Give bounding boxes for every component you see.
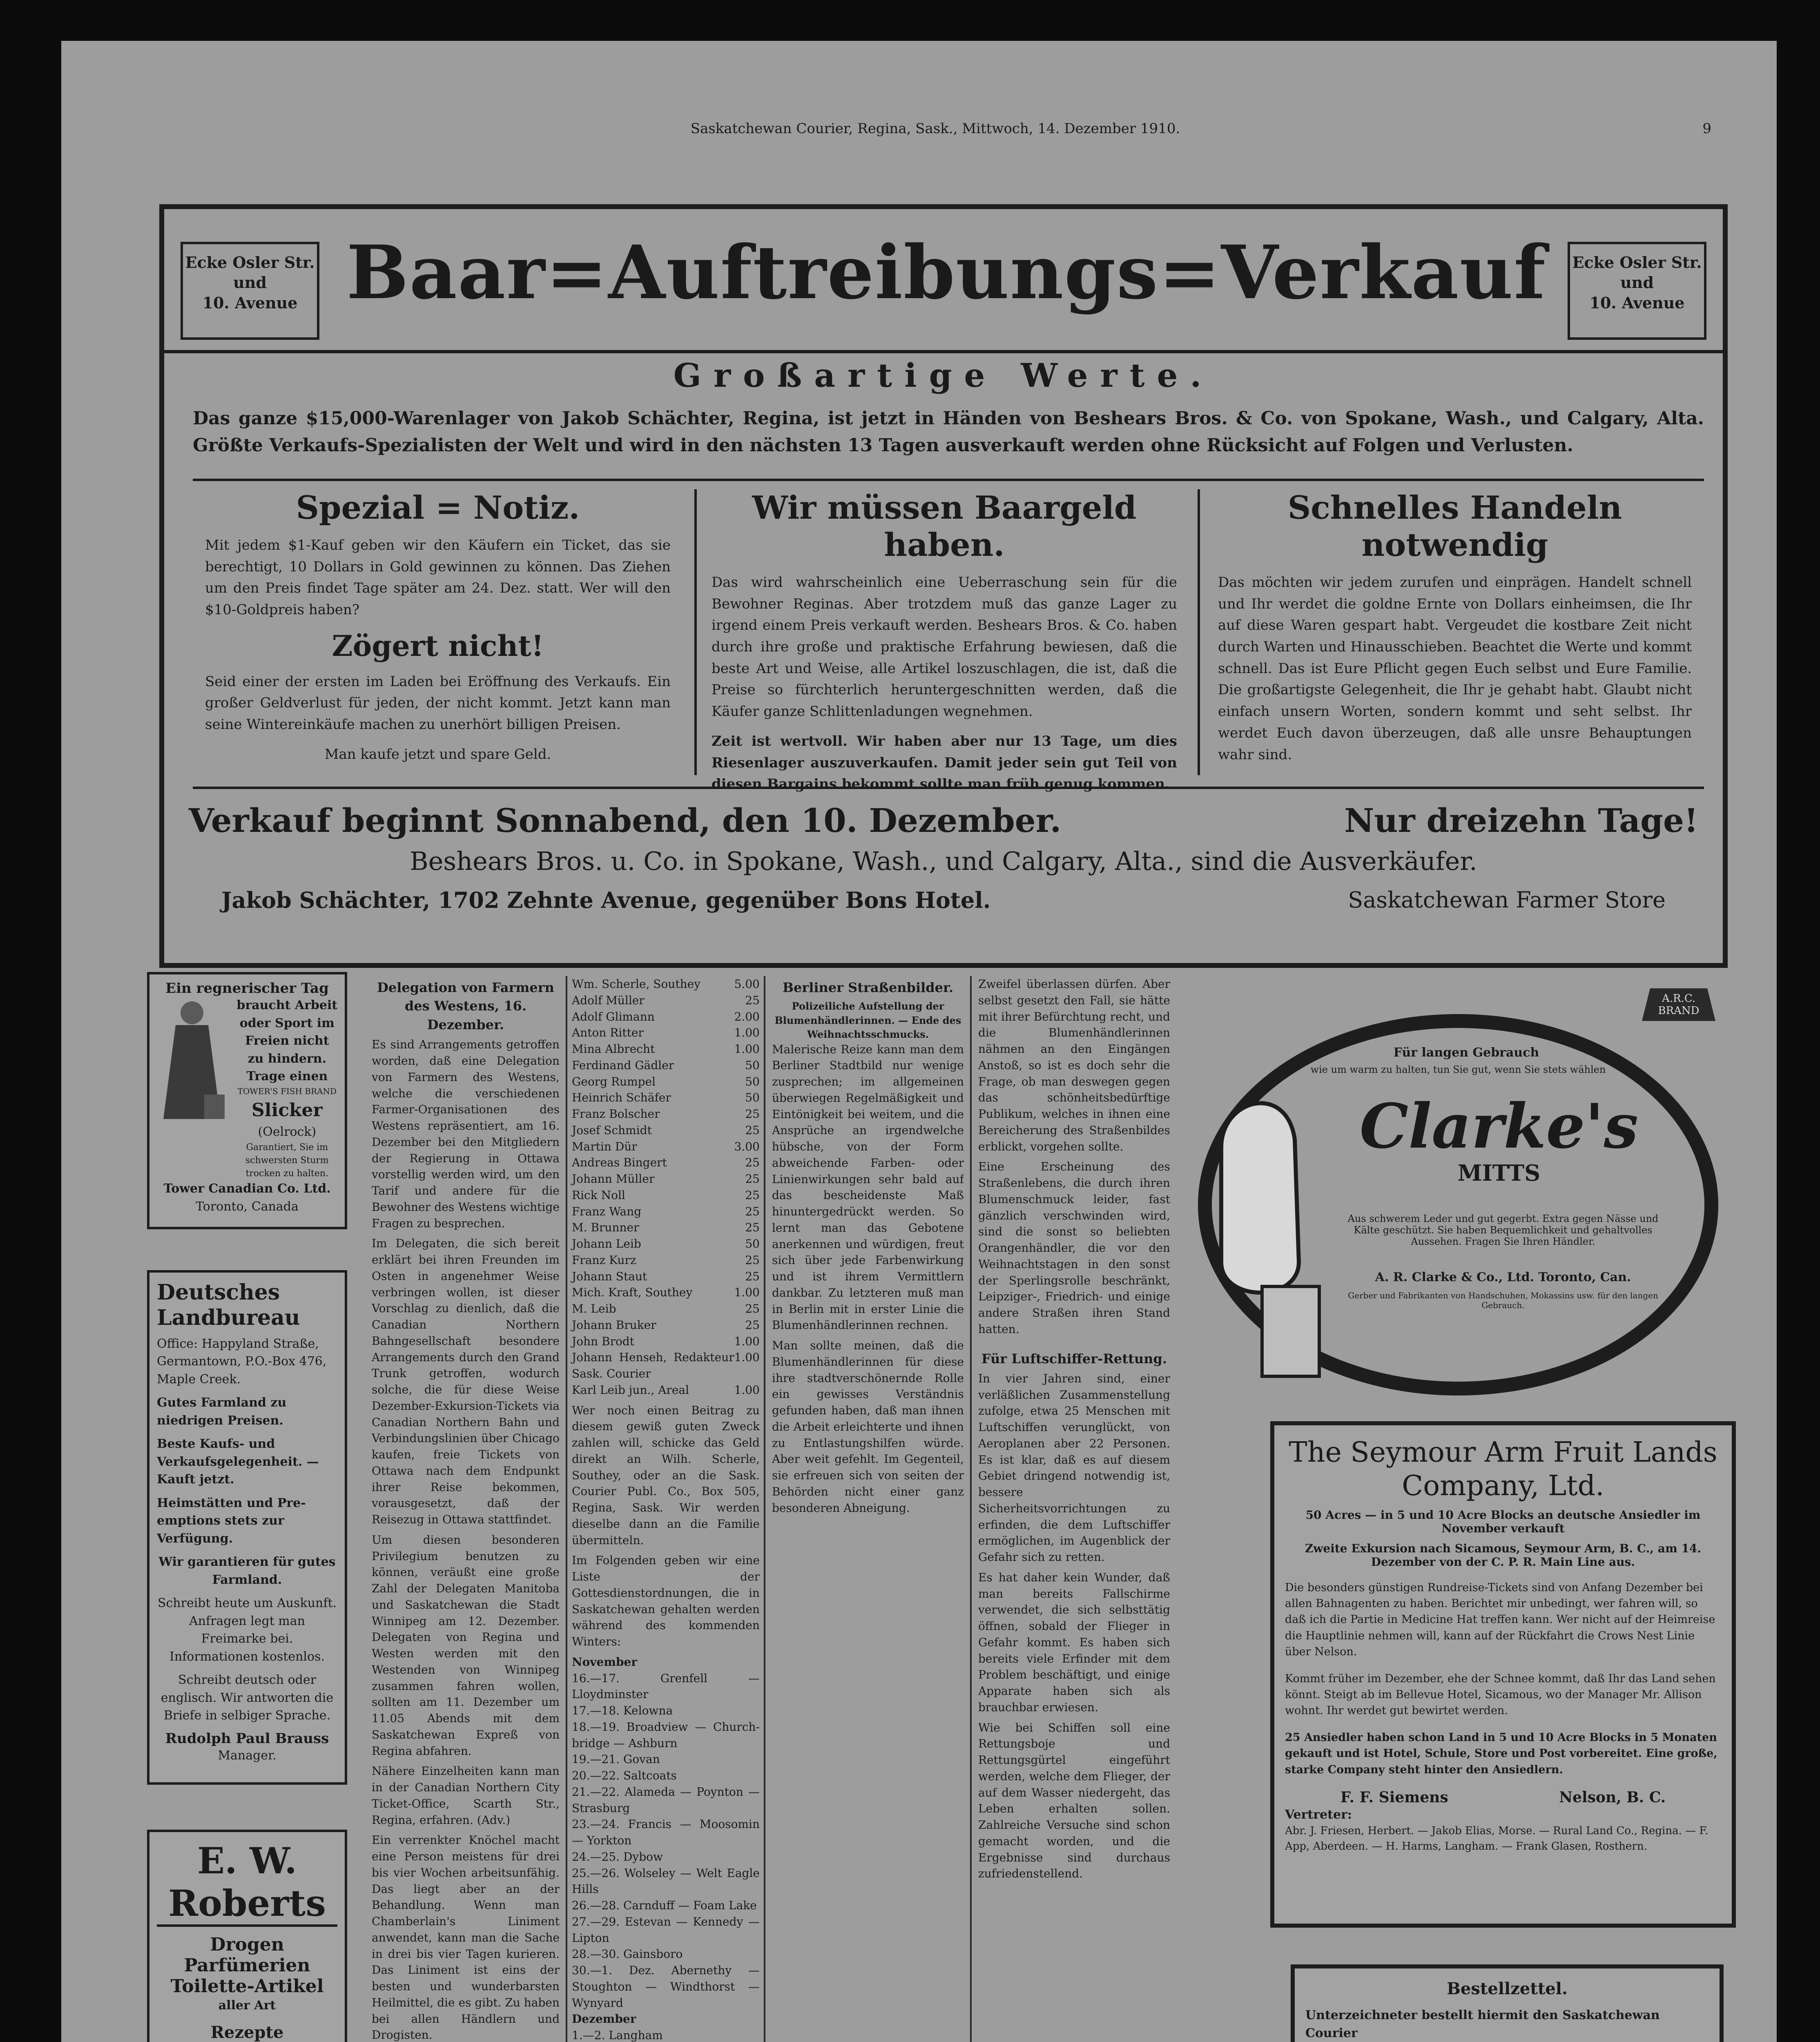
- seymour-signature-name: F. F. Siemens: [1340, 1788, 1448, 1806]
- slicker-company: Tower Canadian Co. Ltd.: [163, 1182, 331, 1196]
- donation-row: [572, 1009, 760, 1025]
- schedule-row: 25.—26. Wolseley — Welt Eagle Hills: [572, 1866, 760, 1896]
- donation-amount: 25: [745, 1253, 760, 1267]
- slicker-guarantee: Garantiert, Sie im schwersten Sturm trocken zu halten.: [245, 1142, 329, 1179]
- seymour-text: Kommt früher im Dezember, ehe der Schnee kommt, daß Ihr das Land sehen könnt. Steigt ab im Bellevue Hotel, Sicamous, wo der Manager Mr. Allison wohnt. Ihr werdet gut bewirtet werden.: [1285, 1672, 1716, 1717]
- slicker-ad: [147, 972, 347, 1229]
- mitts-text: Gerber und Fabrikanten von Handschuhen, Mokassins usw. für den langen Gebrauch.: [1348, 1291, 1658, 1310]
- dont-hesitate-heading: Zögert nicht!: [332, 629, 544, 663]
- sale-columns: [193, 479, 1704, 793]
- slicker-name: Slicker: [251, 1099, 323, 1121]
- schedule-list: [572, 2027, 760, 2042]
- mitts-text: Für langen Gebrauch: [1393, 1046, 1539, 1060]
- buy-now-line: Man kaufe jetzt und spare Geld.: [324, 746, 551, 762]
- header-line: Saskatchewan Courier, Regina, Sask., Mittwoch, 14. Dezember 1910.: [690, 120, 1180, 137]
- donation-row: [572, 1187, 760, 1204]
- donation-row: [572, 992, 760, 1009]
- berlin-text: Zweifel überlassen dürfen. Aber selbst gesetzt den Fall, sie hätte mit ihrer Befürchtung recht, und die Blumenhändlerinnen nähmen an den Eingängen Anstoß, so ist es doch sehr die Frage, ob man deswegen gegen das schönheitsbedürftige Publikum, welches in ihnen eine Bereicherung des Straßenbildes erblickt, vorgehen sollte.: [978, 977, 1170, 1153]
- donor-name: Franz Kurz: [572, 1253, 636, 1267]
- land-bureau-manager-name: Rudolph Paul Brauss: [165, 1730, 329, 1747]
- mitts-label: MITTS: [1457, 1160, 1541, 1186]
- roberts-name: Roberts: [157, 1882, 337, 1927]
- column-rule: [566, 976, 567, 2042]
- thirteen-days-line: Nur dreizehn Tage!: [1344, 801, 1698, 840]
- donation-amount: 25: [745, 1188, 760, 1202]
- need-cash-text-2: Zeit ist wertvoll. Wir haben aber nur 13 Tage, um dies Riesenlager auszuverkaufen. Damit jeder sein gut Teil von diesen Bargains bekommt sollte man früh genug kommen.: [711, 733, 1177, 793]
- donation-amount: 25: [745, 1123, 760, 1137]
- roberts-prescriptions: Rezepte: [210, 2022, 284, 2042]
- slicker-sub: (Oelrock): [258, 1125, 317, 1139]
- donation-amount: 25: [745, 1221, 760, 1235]
- donation-row: [572, 1252, 760, 1268]
- roberts-initials: E. W.: [197, 1839, 297, 1882]
- store-name: Saskatchewan Farmer Store: [1348, 887, 1666, 913]
- column-rule: [1198, 489, 1200, 775]
- donation-row: [572, 1349, 760, 1382]
- donor-name: Adolf Glimann: [572, 1010, 655, 1023]
- delegation-text: Im Delegaten, die sich bereit erklärt bei ihren Freunden im Osten in angenehmer Weise verbringen wollen, ist dieser Vorschlag zu dienlich, daß die Canadian Northern Bahngesellschaft besondere Arrangements durch den Grand Trunk getroffen, wodurch solche, die für diese Weise Dezember-Exkursion-Tickets via Canadian Northern Bahn und Verbindungslinien über Chicago kaufen, freie Tickets von Ottawa nach dem Endpunkt ihrer Reise bekommen, vorausgesetzt, daß der Reisezug in Ottawa stattfindet.: [372, 1237, 560, 1527]
- page-number: 9: [1702, 120, 1711, 137]
- schedule-row: 26.—28. Carnduff — Foam Lake: [572, 1899, 757, 1912]
- order-form: [1291, 1964, 1724, 2042]
- donation-amount: 5.00: [734, 977, 760, 991]
- sale-subtitle: Großartige Werte.: [673, 356, 1214, 395]
- slicker-heading: Ein regnerischer Tag: [165, 980, 329, 996]
- corner-line: 10. Avenue: [1589, 293, 1685, 312]
- need-cash-column: [703, 489, 1185, 793]
- schedule-row: 20.—22. Saltcoats: [572, 1769, 677, 1782]
- donation-amount: 50: [745, 1091, 760, 1105]
- schedule-row: 17.—18. Kelowna: [572, 1704, 673, 1717]
- donor-name: Anton Ritter: [572, 1026, 644, 1040]
- land-bureau-manager-role: Manager.: [218, 1748, 277, 1763]
- donation-amount: 25: [745, 1156, 760, 1170]
- slicker-text: braucht Arbeit oder Sport im Freien nicht zu hindern.: [236, 998, 338, 1066]
- donor-name: Georg Rumpel: [572, 1075, 656, 1088]
- column-rule: [970, 976, 972, 2042]
- seymour-reps-title: Vertreter:: [1285, 1807, 1352, 1822]
- mitts-company: A. R. Clarke & Co., Ltd. Toronto, Can.: [1375, 1270, 1631, 1284]
- donor-name: Johann Staut: [572, 1269, 647, 1283]
- column-rule: [764, 976, 765, 2042]
- schedule-row: 28.—30. Gainsboro: [572, 1947, 683, 1961]
- roberts-line: Toilette-Artikel: [170, 1976, 324, 1997]
- donation-row: [572, 1333, 760, 1350]
- slicker-text-2: Trage einen: [246, 1069, 328, 1083]
- donation-amount: 2.00: [734, 1010, 760, 1023]
- donor-name: Andreas Bingert: [572, 1156, 667, 1170]
- donor-name: M. Leib: [572, 1302, 616, 1315]
- donation-amount: 25: [745, 1269, 760, 1283]
- donor-name: Johann Müller: [572, 1172, 655, 1186]
- act-fast-text: Das möchten wir jedem zurufen und einprägen. Handelt schnell und Ihr werdet die goldne Ernte von Dollars einheimsen, die Ihr auf diese Waren gespart habt. Vergeudet die kostbare Zeit nicht durch Warten und Hinausschieben. Beachtet die Werte und kommt schnell. Das ist Eure Pflicht gegen Euch selbst und Eure Familie. Die großartigste Gelegenheit, die Ihr je gehabt habt. Glaubt nicht einfach unsern Worten, sondern kommt und seht selbst. Ihr werdet Euch davon überzeugen, daß alle unsre Behauptungen wahr sind.: [1218, 574, 1692, 763]
- raincoat-figure-icon: [155, 996, 233, 1131]
- donation-row: [572, 976, 760, 992]
- donation-amount: 1.00: [734, 1351, 760, 1364]
- act-fast-title: Schnelles Handeln notwendig: [1287, 489, 1622, 564]
- seymour-text: Die besonders günstigen Rundreise-Tickets sind von Anfang Dezember bei allen Bahnagenten zu haben. Berichtet mir unbedingt, wer fahren will, so daß ich die Partie in Medicine Hat treffen kann. Wer nicht auf der Heimreise die Hauptlinie nehmen will, kann auf der Rückfahrt die Crows Nest Linie über Nelson.: [1285, 1581, 1715, 1658]
- donation-amount: 25: [745, 1107, 760, 1121]
- need-cash-title: Wir müssen Baargeld haben.: [752, 489, 1137, 564]
- roberts-line: Drogen: [210, 1934, 284, 1955]
- aviator-rescue-text: Wie bei Schiffen soll eine Rettungsboje und Rettungsgürtel eingeführt werden, welche dem Flieger, der auf dem Wasser niedergeht, das Leben erhalten sollen. Zahlreiche Versuche sind schon gemacht worden, und die Ergebnisse sind durchaus zufriedenstellend.: [978, 1721, 1170, 1881]
- donation-amount: 25: [745, 1302, 760, 1315]
- berlin-text: Man sollte meinen, daß die Blumenhändlerinnen für diese ihre stadtverschönernde Rolle ein gewisses Verständnis gefunden haben, daß man ihnen die Arbeit erleichterte und ihnen zu Entlastungshilfen würde. Aber weit gefehlt. Im Gegenteil, sie erfreuen sich von seiten der Behörden nicht einer ganz besonderen Abneigung.: [772, 1339, 964, 1515]
- slicker-figure: [155, 996, 235, 1180]
- order-form-text: Unterzeichneter bestellt hiermit den Saskatchewan Courier: [1305, 2008, 1660, 2040]
- sellers-line: Beshears Bros. u. Co. in Spokane, Wash., und Calgary, Alta., sind die Ausverkäufer.: [410, 846, 1477, 876]
- seymour-signature-city: Nelson, B. C.: [1559, 1788, 1666, 1806]
- donation-row: [572, 1155, 760, 1171]
- order-form-title: Bestellzettel.: [1447, 1979, 1568, 1998]
- schedule-row: 1.—2. Langham: [572, 2029, 663, 2042]
- donation-row: [572, 1025, 760, 1041]
- special-notice-text-2: Seid einer der ersten im Laden bei Eröffnung des Verkaufs. Ein großer Geldverlust für jeden, der nicht kommt. Jetzt kann man seine Wintereinkäufe machen zu unerhört billigen Preisen.: [205, 673, 671, 733]
- special-notice-text: Mit jedem $1-Kauf geben wir den Käufern ein Ticket, das sie berechtigt, 10 Dollars in Gold gewinnen zu können. Das Ziehen um den Preis findet Tage später am 24. Dez. statt. Wer will den $10-Goldpreis haben?: [205, 537, 671, 618]
- roberts-line: aller Art: [218, 1998, 276, 2013]
- donor-name: Johann Henseh, Redakteur Sask. Courier: [572, 1351, 734, 1380]
- store-address: Jakob Schächter, 1702 Zehnte Avenue, gegenüber Bons Hotel.: [221, 887, 991, 913]
- corner-address-left: [181, 242, 319, 340]
- clarkes-mitts-ad: [1197, 976, 1736, 1401]
- donation-amount: 50: [745, 1237, 760, 1251]
- aviator-rescue-text: Es hat daher kein Wunder, daß man bereits Fallschirme verwendet, die sich selbsttätig öffnen, sobald der Flieger in Gefahr kommt. Es haben sich bereits viele Erfinder mit dem Problem beschäftigt, und einige Apparate haben sich als brauchbar erwiesen.: [978, 1570, 1170, 1714]
- donor-name: M. Brunner: [572, 1221, 639, 1235]
- divider: [164, 350, 1723, 353]
- land-bureau-text: Schreibt heute um Auskunft. Anfragen legt man Freimarke bei. Informationen kostenlos.: [157, 1596, 337, 1664]
- sale-headline: Baar=Auftreibungs=Verkauf: [346, 230, 1546, 316]
- donation-row: [572, 1041, 760, 1057]
- land-bureau-text: Wir garantieren für gutes Farmland.: [158, 1555, 336, 1587]
- sale-start-line: Verkauf beginnt Sonnabend, den 10. Dezember.: [189, 801, 1062, 840]
- land-bureau-ad: [147, 1270, 347, 1785]
- delegation-text: Um diesen besonderen Privilegium benutzen zu können, veräußt eine große Zahl der Delegaten Manitoba und Saskatchewan die Stadt Winnipeg am 12. Dezember. Delegaten von Regina und Westen werden mit den Westenden von Winnipeg zusammen fahren wollen, sollten am 11. Dezember um 11.05 Abends mit dem Saskatchewan Expreß von Regina abfahren.: [372, 1533, 560, 1758]
- donor-name: Franz Wang: [572, 1204, 642, 1218]
- delegation-title: Delegation von Farmern des Westens, 16. Dezember.: [377, 980, 554, 1032]
- donation-row: [572, 1090, 760, 1106]
- donation-amount: 1.00: [734, 1383, 760, 1397]
- donor-name: John Brodt: [572, 1334, 635, 1348]
- special-notice-column: [197, 489, 679, 783]
- act-fast-column: [1210, 489, 1700, 783]
- donor-name: Johann Bruker: [572, 1318, 656, 1332]
- schedule-row: 18.—19. Broadview — Church-bridge — Ashburn: [572, 1720, 760, 1750]
- donor-name: Heinrich Schäfer: [572, 1091, 671, 1105]
- donation-amount: 1.00: [734, 1334, 760, 1348]
- mitts-brand: A.R.C. BRAND: [1658, 992, 1700, 1017]
- slicker-brand: TOWER'S FISH BRAND: [237, 1086, 337, 1096]
- page-header: [159, 120, 1711, 137]
- land-bureau-text: Gutes Farmland zu niedrigen Preisen.: [157, 1396, 287, 1428]
- mitts-brand-name: Clarke's: [1359, 1090, 1639, 1162]
- donation-amount: 25: [745, 1204, 760, 1218]
- clearance-sale-ad: [159, 204, 1728, 968]
- donation-row: [572, 1057, 760, 1074]
- berlin-text: Eine Erscheinung des Straßenlebens, die durch ihren Blumenschmuck leider, fast gänzlich verschwinden wird, sind die sonst so beliebten Orangenhändler, die vor den Weihnachtstagen in den sonst der Sperlingsrolle beschränkt, Leipziger-, Friedrich- und einige andere Straßen ihren Stand hatten.: [978, 1160, 1170, 1336]
- donor-name: Wm. Scherle, Southey: [572, 977, 701, 991]
- donor-name: Ferdinand Gädler: [572, 1058, 674, 1072]
- schedule-row: 19.—21. Govan: [572, 1752, 660, 1766]
- schedule-month: Dezember: [572, 2012, 636, 2026]
- donation-amount: 50: [745, 1075, 760, 1088]
- mitts-ad-frame-icon: [1197, 976, 1736, 1401]
- land-bureau-office: Office: Happyland Straße, Germantown, P.O.-Box 476, Maple Creek.: [157, 1336, 327, 1387]
- corner-line: und: [1620, 273, 1654, 292]
- corner-line: Ecke Osler Str.: [1572, 253, 1702, 272]
- donation-amount: 50: [745, 1058, 760, 1072]
- seymour-arm-ad: [1270, 1421, 1736, 1928]
- donor-name: Adolf Müller: [572, 993, 645, 1007]
- corner-line: Ecke Osler Str.: [185, 253, 315, 272]
- donation-row: [572, 1284, 760, 1301]
- donation-list: [572, 976, 760, 1398]
- donor-name: Rick Noll: [572, 1188, 625, 1202]
- seymour-text: Zweite Exkursion nach Sicamous, Seymour Arm, B. C., am 14. Dezember von der C. P. R. Main Line aus.: [1305, 1542, 1702, 1569]
- corner-line: und: [233, 273, 267, 292]
- donor-name: Karl Leib jun., Areal: [572, 1383, 689, 1397]
- newspaper-page: [61, 41, 1777, 2042]
- schedule-row: 27.—29. Estevan — Kennedy — Lipton: [572, 1915, 760, 1945]
- donation-row: [572, 1204, 760, 1220]
- donor-name: Franz Bolscher: [572, 1107, 660, 1121]
- schedule-row: 16.—17. Grenfell — Lloydminster: [572, 1671, 760, 1701]
- donation-row: [572, 1074, 760, 1090]
- schedule-row: 30.—1. Dez. Abernethy — Stoughton — Windthorst — Wynyard: [572, 1964, 760, 2010]
- donation-amount: 25: [745, 1318, 760, 1332]
- donation-row: [572, 1236, 760, 1252]
- schedule-row: 23.—24. Francis — Moosomin — Yorkton: [572, 1817, 760, 1847]
- aviator-rescue-title: Für Luftschiffer-Rettung.: [981, 1351, 1167, 1367]
- schedule-list: [572, 1670, 760, 2011]
- schedule-row: 21.—22. Alameda — Poynton — Strasburg: [572, 1785, 760, 1815]
- land-bureau-text: Heimstätten und Pre-emptions stets zur Verfügung.: [157, 1496, 306, 1546]
- donation-row: [572, 1268, 760, 1285]
- seymour-text: 25 Ansiedler haben schon Land in 5 und 10 Acre Blocks in 5 Monaten gekauft und ist Hotel, Schule, Store und Post vorbereitet. Eine große, starke Company steht hinter den Ansiedlern.: [1285, 1731, 1717, 1776]
- donation-row: [572, 1106, 760, 1122]
- donation-note: Wer noch einen Beitrag zu diesem gewiß guten Zweck zahlen will, schicke das Geld direkt an Wilh. Scherle, Southey, oder an die Sask. Courier Publ. Co., Box 505, Regina, Sask. Wir werden dieselbe dann an die Familie übermitteln.: [572, 1403, 760, 1547]
- berlin-article: [772, 976, 964, 2042]
- donor-name: Mich. Kraft, Southey: [572, 1286, 693, 1300]
- donation-row: [572, 1139, 760, 1155]
- delegation-text: Nähere Einzelheiten kann man in der Canadian Northern City Ticket-Office, Scarth Str., Regina, erfahren. (Adv.): [372, 1764, 560, 1827]
- donation-row: [572, 1301, 760, 1317]
- donation-amount: 1.00: [734, 1286, 760, 1300]
- donation-row: [572, 1219, 760, 1236]
- delegation-text: Es sind Arrangements getroffen worden, daß eine Delegation von Farmern des Westens, welche die verschiedenen Farmer-Organisationen des Westens repräsentiert, am 16. Dezember bei den Mitgliedern der Regierung in Ottawa vorstellig werden wird, um den Tarif und andere für die Bewohner des Westens wichtige Fragen zu besprechen.: [372, 1038, 560, 1230]
- roberts-drugstore-ad: [147, 1830, 347, 2042]
- land-bureau-title: Deutsches Landbureau: [157, 1280, 300, 1331]
- donation-row: [572, 1171, 760, 1187]
- schedule-row: 24.—25. Dybow: [572, 1850, 663, 1864]
- donation-row: [572, 1382, 760, 1398]
- roberts-line: Parfümerien: [184, 1955, 310, 1976]
- column-rule: [694, 489, 697, 775]
- seymour-reps: Abr. J. Friesen, Herbert. — Jakob Elias, Morse. — Rural Land Co., Regina. — F. App, Aberdeen. — H. Harms, Langham. — Frank Glasen, Rosthern.: [1285, 1825, 1708, 1853]
- donation-schedule-column: [572, 976, 760, 2042]
- seymour-title: The Seymour Arm Fruit Lands Company, Ltd.: [1289, 1436, 1717, 1502]
- land-bureau-text: Beste Kaufs- und Verkaufsgelegenheit. — Kauft jetzt.: [157, 1437, 319, 1487]
- donor-name: Mina Albrecht: [572, 1042, 655, 1056]
- slicker-city: Toronto, Canada: [196, 1199, 299, 1214]
- donation-row: [572, 1122, 760, 1139]
- aviator-rescue-text: In vier Jahren sind, einer verläßlichen Zusammenstellung zufolge, etwa 25 Menschen mit Luftschiffen verunglückt, von Aeroplanen aber 22 Personen. Es ist klar, daß es auf diesem Gebiet dringend notwendig ist, bessere Sicherheitsvorrichtungen zu erfinden, die dem Luftschiffer ermöglichen, im Augenblick der Gefahr sich zu retten.: [978, 1371, 1170, 1564]
- need-cash-text: Das wird wahrscheinlich eine Ueberraschung sein für die Bewohner Reginas. Aber trotzdem muß das ganze Lager zu irgend einem Preis verkauft werden. Beshears Bros. & Co. haben durch ihre große und praktische Erfahrung bewiesen, daß die beste Art und Weise, alle Artikel loszuschlagen, die ist, daß die Preise so fürchterlich heruntergeschnitten werden, daß die Käufer ganze Schlittenladungen wegnehmen.: [711, 574, 1177, 720]
- berlin-article-continued: [978, 976, 1170, 2042]
- donation-row: [572, 1317, 760, 1333]
- liniment-notice: Ein verrenkter Knöchel macht eine Person meistens für drei bis vier Wochen arbeitsunfähig. Das liegt aber an der Behandlung. Wenn man Chamberlain's Liniment anwendet, kann man die Sache in drei bis vier Tagen kurieren. Das Liniment ist eins der besten und wunderbarsten Heilmittel, die es gibt. Zu haben bei allen Händlern und Drogisten.: [372, 1833, 560, 2042]
- corner-line: 10. Avenue: [202, 293, 298, 312]
- berlin-title: Berliner Straßenbilder.: [782, 980, 954, 995]
- special-notice-title: Spezial = Notiz.: [296, 489, 580, 526]
- donor-name: Johann Leib: [572, 1237, 641, 1251]
- donation-amount: 25: [745, 993, 760, 1007]
- schedule-intro: Im Folgenden geben wir eine Liste der Gottesdienstordnungen, die in Saskatchewan gehalten werden während des kommenden Winters:: [572, 1554, 760, 1648]
- delegation-article: [372, 976, 560, 2042]
- corner-address-right: [1568, 242, 1706, 340]
- berlin-subtitle: Polizeiliche Aufstellung der Blumenhändlerinnen. — Ende des Weihnachtsschmucks.: [774, 1000, 961, 1040]
- schedule-month: November: [572, 1655, 638, 1669]
- donation-amount: 25: [745, 1172, 760, 1186]
- seymour-text: 50 Acres — in 5 und 10 Acre Blocks an deutsche Ansiedler im November verkauft: [1305, 1508, 1701, 1536]
- donation-amount: 1.00: [734, 1042, 760, 1056]
- donor-name: Martin Dür: [572, 1139, 637, 1153]
- donation-amount: 3.00: [734, 1139, 760, 1153]
- berlin-text: Malerische Reize kann man dem Berliner Stadtbild nur wenige zusprechen; im allgemeinen überwiegen Regelmäßigkeit und Eintönigkeit bei weitem, und die Ansprüche an irgendwelche hübsche, von der Form abweichende Farben- oder Linienwirkungen sehr bald auf das bescheidenste Maß hinuntergedrückt werden. So lernt man das Gebotene anerkennen und würdigen, freut sich über jede Farbenwirkung und ist ihrem Vermittlern dankbar. Zu letzteren muß man in Berlin mit in erster Linie die Blumenhändlerinnen rechnen.: [772, 1042, 964, 1332]
- mitts-description: Aus schwerem Leder und gut gegerbt. Extra gegen Nässe und Kälte geschützt. Sie haben Bequemlichkeit und gehaltvolles Aussehen. Fragen Sie Ihren Händler.: [1347, 1213, 1659, 1247]
- mitts-text: wie um warm zu halten, tun Sie gut, wenn Sie stets wählen: [1310, 1064, 1606, 1075]
- sale-intro: Das ganze $15,000-Warenlager von Jakob Schächter, Regina, ist jetzt in Händen von Beshears Bros. & Co. von Spokane, Wash., und Calgary, Alta. Größte Verkaufs-Spezialisten der Welt und wird in den nächsten 13 Tagen ausverkauft werden ohne Rücksicht auf Folgen und Verlusten.: [193, 408, 1704, 456]
- donor-name: Josef Schmidt: [572, 1123, 652, 1137]
- donation-amount: 1.00: [734, 1026, 760, 1040]
- land-bureau-text: Schreibt deutsch oder englisch. Wir antworten die Briefe in selbiger Sprache.: [161, 1673, 334, 1723]
